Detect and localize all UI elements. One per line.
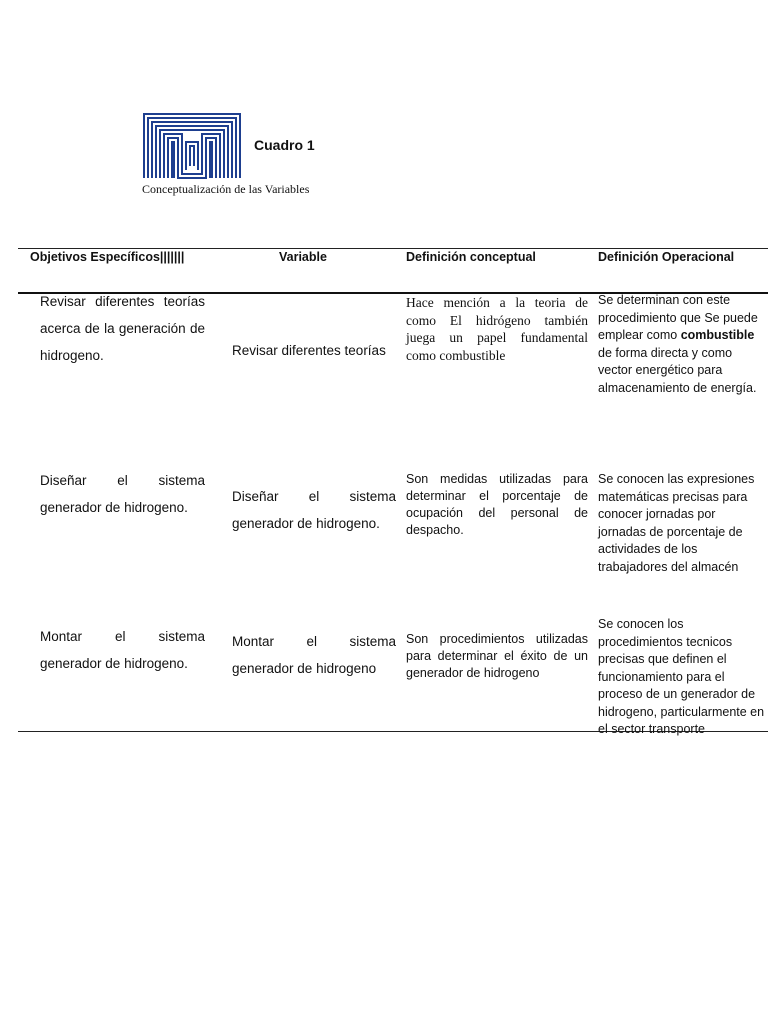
column-header-variable: Variable: [279, 250, 327, 264]
row1-operational: [598, 292, 758, 397]
row1-operational-text-end: de forma directa y como vector energético para almacenamiento de energía.: [598, 345, 757, 395]
column-header-objectives: Objetivos Específicos|||||||: [30, 250, 185, 264]
row2-conceptual: Son medidas utilizadas para determinar el porcentaje de ocupación del personal de despacho.: [406, 472, 588, 537]
row2-variable: Diseñar el sistema generador de hidrogeno.: [232, 489, 396, 531]
row1-variable: Revisar diferentes teorías: [232, 343, 386, 358]
table-top-rule: [18, 248, 768, 249]
row2-objective: Diseñar el sistema generador de hidrogeno.: [40, 473, 205, 515]
row3-operational: Se conocen los procedimientos tecnicos precisas que definen el funcionamiento para el proceso de un generador de hidrogeno, particularmente en el sector transporte: [598, 617, 765, 736]
column-header-conceptual: Definición conceptual: [406, 250, 536, 264]
table-caption: Conceptualización de las Variables: [142, 182, 310, 196]
row1-operational-text-start: Se determinan con este procedimiento que Se puede emplear como: [598, 293, 758, 342]
column-header-operational: Definición Operacional: [598, 250, 735, 264]
row1-conceptual: Hace mención a la teoria de como El hidrógeno también juega un papel fundamental como combustible: [406, 295, 588, 363]
row1-operational-bold: combustible: [680, 328, 755, 342]
row3-conceptual: Son procedimientos utilizadas para determinar el éxito de un generador de hidrogeno: [406, 632, 588, 680]
row3-objective: Montar el sistema generador de hidrogeno.: [40, 629, 205, 671]
row2-operational: Se conocen las expresiones matemáticas precisas para conocer jornadas por jornadas de porcentaje de actividades de los trabajadores del almacén: [598, 472, 755, 574]
institution-logo-icon: [142, 112, 242, 180]
table-number-title: Cuadro 1: [254, 137, 315, 153]
row3-variable: Montar el sistema generador de hidrogeno: [232, 634, 396, 676]
row1-objective: Revisar diferentes teorías acerca de la generación de hidrogeno.: [40, 294, 205, 363]
